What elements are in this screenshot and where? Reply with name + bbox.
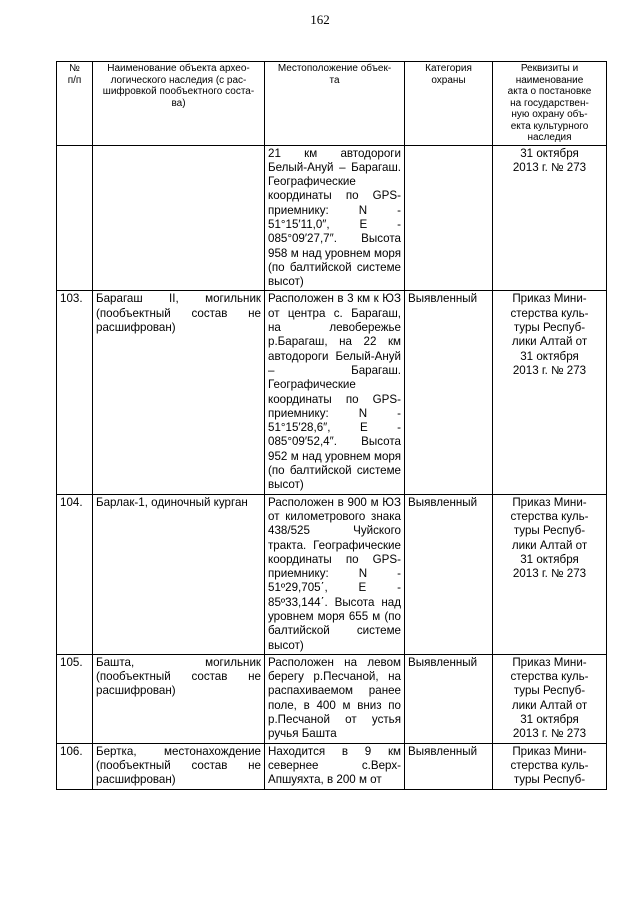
row-number: 103. xyxy=(57,291,93,494)
object-name: Башта, могильник (пообъектный состав не расшифрован) xyxy=(93,654,265,743)
protection-category: Выявленный xyxy=(405,494,493,654)
table-row xyxy=(57,654,607,743)
object-name xyxy=(93,145,265,291)
table-row xyxy=(57,291,607,494)
table-row xyxy=(57,145,607,291)
act-requisites: 31 октября 2013 г. № 273 xyxy=(493,145,607,291)
table-row xyxy=(57,743,607,789)
header-requisites: Реквизиты и наименование акта о постановке на государствен- ную охрану объ- екта культурного наследия xyxy=(493,62,607,146)
object-location: Расположен в 900 м ЮЗ от километрового знака 438/525 Чуйского тракта. Географические координаты по GPS-приемнику: N - 51º29,705΄, E - 85º33,144΄. Высота над уровнем моря 655 м (по балтийской системе высот) xyxy=(265,494,405,654)
table-header-row xyxy=(57,62,607,146)
header-location: Местоположение объек- та xyxy=(265,62,405,146)
protection-category: Выявленный xyxy=(405,291,493,494)
object-name: Барлак-1, одиночный курган xyxy=(93,494,265,654)
row-number: 104. xyxy=(57,494,93,654)
object-location: 21 км автодороги Белый-Ануй – Барагаш. Географические координаты по GPS-приемнику: N - 51°15′11,0″, E - 085°09′27,7″. Высота 958 м над уровнем моря (по балтийской системе высот) xyxy=(265,145,405,291)
header-protection-category: Категория охраны xyxy=(405,62,493,146)
page-number: 162 xyxy=(310,12,330,27)
row-number xyxy=(57,145,93,291)
heritage-registry-table xyxy=(56,61,607,790)
object-name: Барагаш II, могильник (пообъектный состав не расшифрован) xyxy=(93,291,265,494)
protection-category: Выявленный xyxy=(405,654,493,743)
object-name: Бертка, местонахождение (пообъектный состав не расшифрован) xyxy=(93,743,265,789)
object-location: Расположен в 3 км к ЮЗ от центра с. Барагаш, на левобережье р.Барагаш, на 22 км автодороги Белый-Ануй – Барагаш. Географические координаты по GPS-приемнику: N - 51°15′28,6″, E - 085°09′52,4″. Высота 952 м над уровнем моря (по балтийской системе высот) xyxy=(265,291,405,494)
object-location: Расположен на левом берегу р.Песчаной, на распахиваемом ранее поле, в 400 м вниз по р.Песчаной от устья ручья Башта xyxy=(265,654,405,743)
protection-category: Выявленный xyxy=(405,743,493,789)
row-number: 105. xyxy=(57,654,93,743)
header-number: № п/п xyxy=(57,62,93,146)
object-location: Находится в 9 км севернее с.Верх-Апшуяхта, в 200 м от xyxy=(265,743,405,789)
row-number: 106. xyxy=(57,743,93,789)
act-requisites: Приказ Мини- стерства куль- туры Респуб- лики Алтай от 31 октября 2013 г. № 273 xyxy=(493,291,607,494)
act-requisites: Приказ Мини- стерства куль- туры Респуб- лики Алтай от 31 октября 2013 г. № 273 xyxy=(493,494,607,654)
act-requisites: Приказ Мини- стерства куль- туры Респуб- xyxy=(493,743,607,789)
protection-category xyxy=(405,145,493,291)
table-row xyxy=(57,494,607,654)
header-object-name: Наименование объекта архео- логического наследия (с рас- шифровкой пообъектного соста- ва) xyxy=(93,62,265,146)
act-requisites: Приказ Мини- стерства куль- туры Респуб- лики Алтай от 31 октября 2013 г. № 273 xyxy=(493,654,607,743)
